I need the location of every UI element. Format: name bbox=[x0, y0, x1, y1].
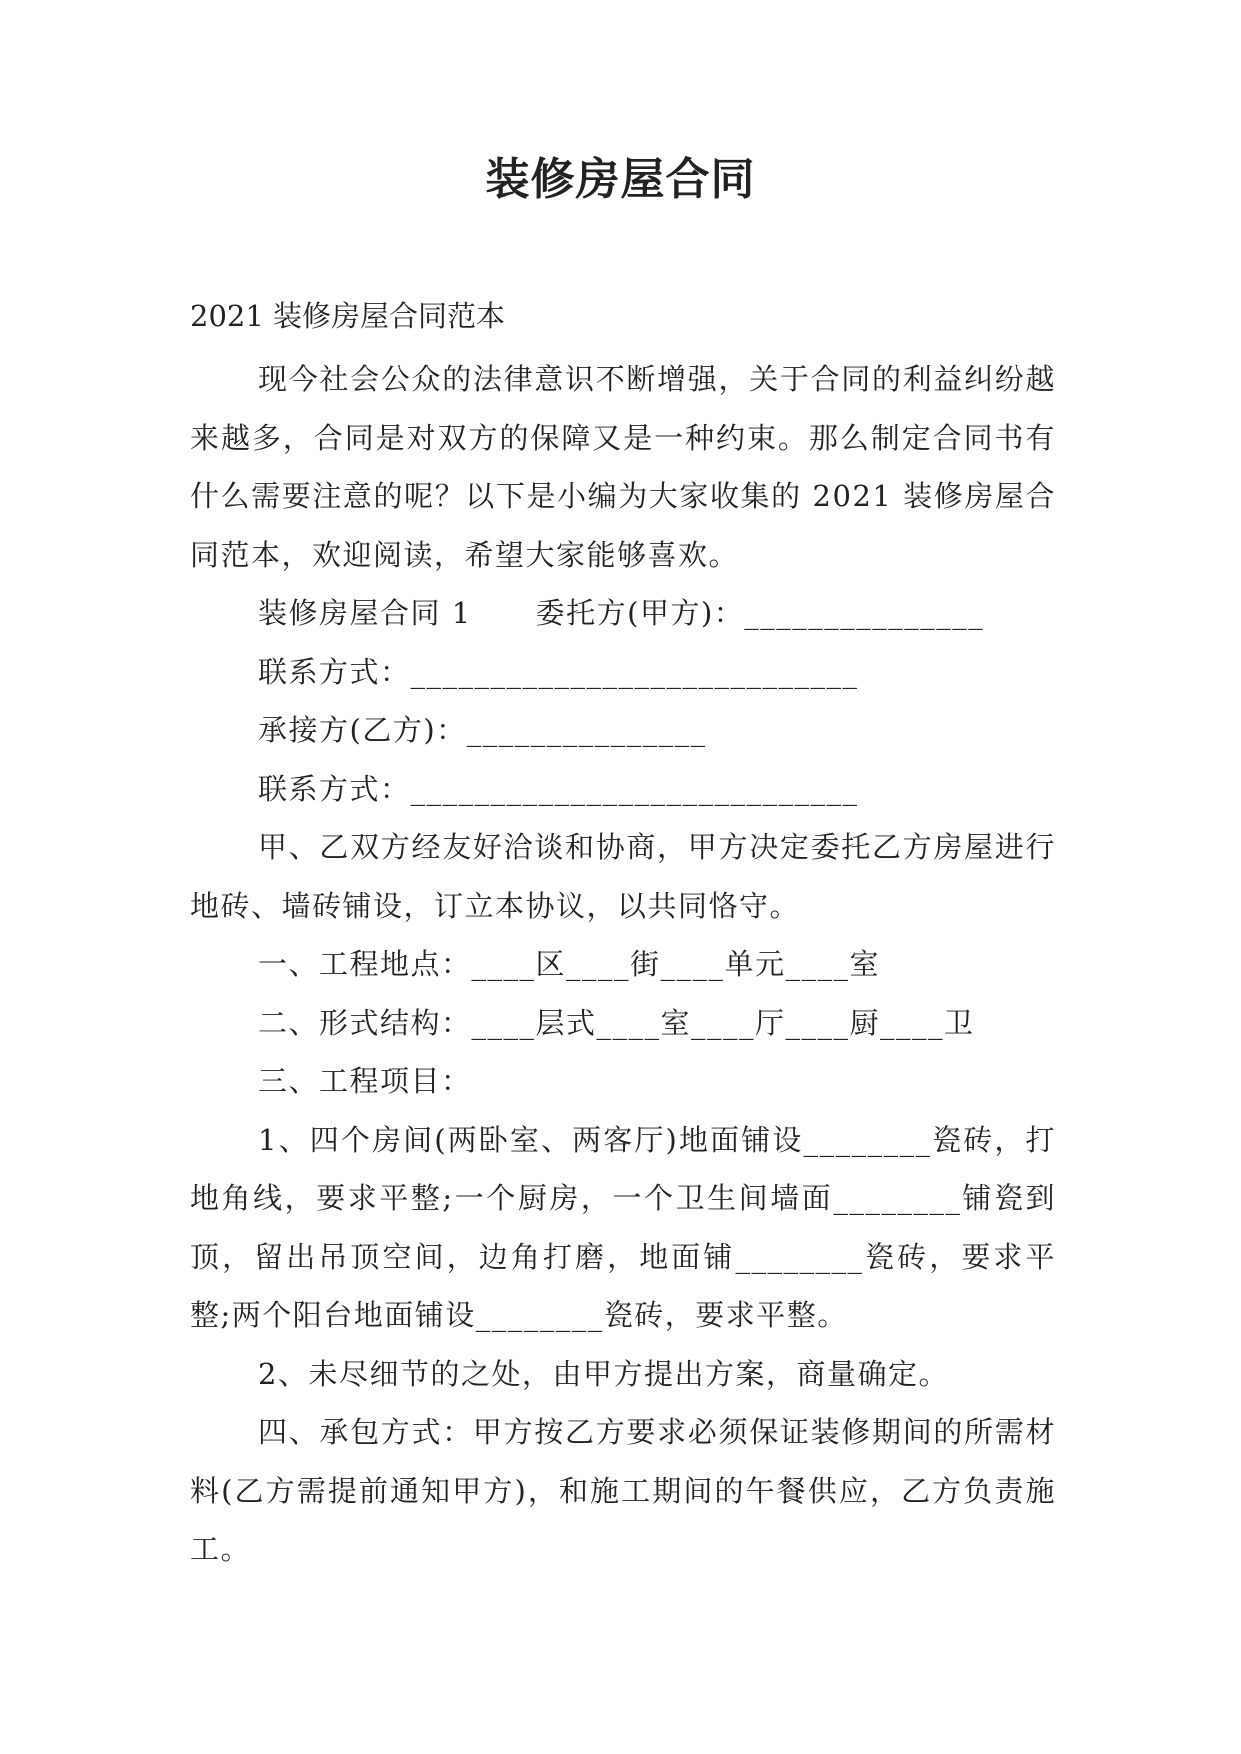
contact-a-line: 联系方式：____________________________ bbox=[258, 654, 859, 689]
contract-method-paragraph: 四、承包方式：甲方按乙方要求必须保证装修期间的所需材料(乙方需提前通知甲方)，和施工期间的午餐供应，乙方负责施工。 bbox=[190, 1415, 1056, 1566]
contract-label: 装修房屋合同 1 bbox=[258, 596, 472, 630]
project-item-2: 2、未尽细节的之处，由甲方提出方案，商量确定。 bbox=[258, 1356, 949, 1391]
intro-paragraph: 现今社会公众的法律意识不断增强，关于合同的利益纠纷越来越多，合同是对双方的保障又是一种约束。那么制定合同书有什么需要注意的呢？以下是小编为大家收集的 2021 装修房屋合同范本，欢迎阅读，希望大家能够喜欢。 bbox=[190, 362, 1056, 572]
party-a-field: 委托方(甲方)：_______________ bbox=[535, 596, 985, 630]
project-item-1: 1、四个房间(两卧室、两客厅)地面铺设________瓷砖，打地角线，要求平整;一个厨房，一个卫生间墙面________铺瓷到顶，留出吊顶空间，边角打磨，地面铺________瓷砖，要求平整;两个阳台地面铺设________瓷砖，要求平整。 bbox=[190, 1122, 1056, 1332]
project-items-heading: 三、工程项目： bbox=[258, 1064, 472, 1098]
party-b-line: 承接方(乙方)：_______________ bbox=[258, 713, 707, 747]
party-a-line bbox=[190, 584, 1056, 643]
contact-b-line: 联系方式：____________________________ bbox=[258, 771, 859, 806]
document-title: 装修房屋合同 bbox=[485, 154, 756, 205]
agreement-paragraph: 甲、乙双方经友好洽谈和协商，甲方决定委托乙方房屋进行地砖、墙砖铺设，订立本协议，以共同恪守。 bbox=[190, 830, 1056, 923]
structure-line: 二、形式结构：____层式____室____厅____厨____卫 bbox=[258, 1005, 975, 1040]
document-subtitle: 2021 装修房屋合同范本 bbox=[190, 299, 506, 333]
project-location-line: 一、工程地点：____区____街____单元____室 bbox=[258, 947, 881, 981]
document-body bbox=[190, 350, 1056, 1579]
